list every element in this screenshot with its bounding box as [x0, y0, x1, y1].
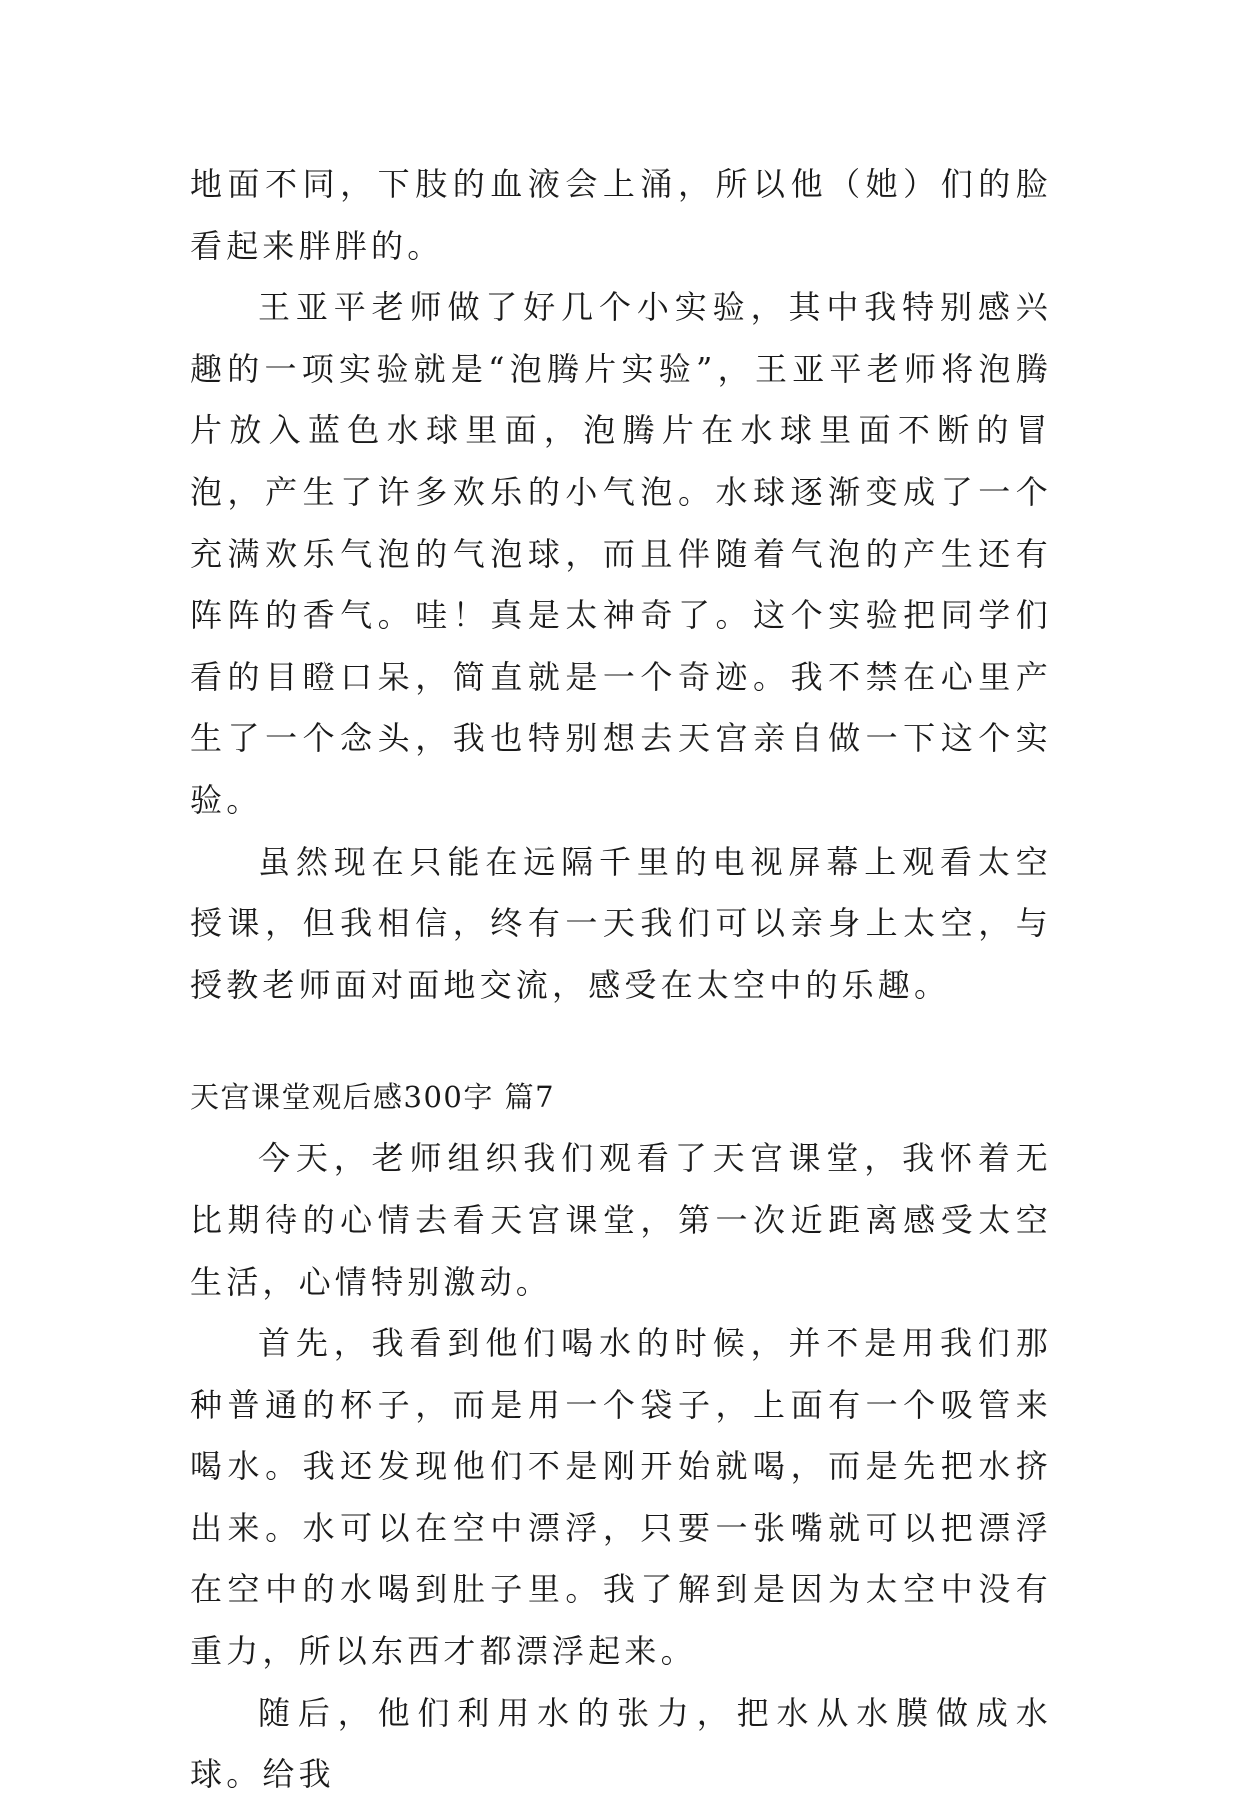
paragraph-intro: 今天，老师组织我们观看了天宫课堂，我怀着无比期待的心情去看天宫课堂，第一次近距离感受太空生活，心情特别激动。 — [190, 1139, 1052, 1301]
paragraph-water-ball: 随后，他们利用水的张力，把水从水膜做成水球。给我 — [190, 1693, 1052, 1794]
paragraph-experiment: 王亚平老师做了好几个小实验，其中我特别感兴趣的一项实验就是“泡腾片实验”，王亚平老师将泡腾片放入蓝色水球里面，泡腾片在水球里面不断的冒泡，产生了许多欢乐的小气泡。水球逐渐变成了一个充满欢乐气泡的气泡球，而且伴随着气泡的产生还有阵阵的香气。哇！真是太神奇了。这个实验把同学们看的目瞪口呆，简直就是一个奇迹。我不禁在心里产生了一个念头，我也特别想去天宫亲自做一下这个实验。 — [190, 288, 1052, 819]
document-body — [190, 154, 1052, 1806]
paragraph-drinking-water: 首先，我看到他们喝水的时候，并不是用我们那种普通的杯子，而是用一个袋子，上面有一个吸管来喝水。我还发现他们不是刚开始就喝，而是先把水挤出来。水可以在空中漂浮，只要一张嘴就可以把漂浮在空中的水喝到肚子里。我了解到是因为太空中没有重力，所以东西才都漂浮起来。 — [190, 1324, 1052, 1671]
paragraph-continued: 地面不同，下肢的血液会上涌，所以他（她）们的脸看起来胖胖的。 — [190, 165, 1052, 265]
section-heading: 天宫课堂观后感300字 篇7 — [190, 1080, 556, 1115]
paragraph-conclusion: 虽然现在只能在远隔千里的电视屏幕上观看太空授课，但我相信，终有一天我们可以亲身上太空，与授教老师面对面地交流，感受在太空中的乐趣。 — [190, 842, 1052, 1004]
